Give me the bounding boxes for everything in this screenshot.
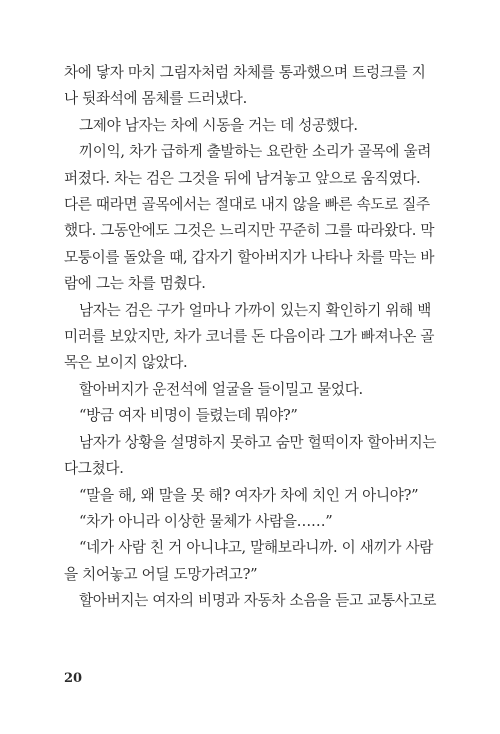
- page-number: 20: [64, 671, 83, 686]
- text-line: 을 치어놓고 어딜 도망가려고?”: [64, 565, 258, 583]
- text-line: “차가 아니라 이상한 물체가 사람을……”: [79, 512, 333, 530]
- text-line: 람에 그는 차를 멈췄다.: [64, 275, 206, 293]
- body-text: [64, 60, 436, 615]
- text-line: 모퉁이를 돌았을 때, 갑자기 할아버지가 나타나 차를 막는 바: [64, 248, 435, 266]
- text-line: 차에 닿자 마치 그림자처럼 차체를 통과했으며 트렁크를 지: [64, 64, 426, 81]
- text-line: 다른 때라면 골목에서는 절대로 내지 않을 빠른 속도로 질주: [64, 196, 430, 214]
- text-line: 미러를 보았지만, 차가 코너를 돈 다음이라 그가 빠져나온 골: [64, 328, 435, 346]
- text-line: “방금 여자 비명이 들렸는데 뭐야?”: [79, 407, 298, 425]
- text-line: 남자가 상황을 설명하지 못하고 숨만 헐떡이자 할아버지는: [79, 433, 437, 451]
- text-line: 남자는 검은 구가 얼마나 가까이 있는지 확인하기 위해 백: [79, 301, 432, 319]
- text-line: “말을 해, 왜 말을 못 해? 여자가 차에 치인 거 아니야?”: [79, 486, 419, 504]
- text-line: 그제야 남자는 차에 시동을 거는 데 성공했다.: [79, 116, 358, 134]
- text-line: 할아버지가 운전석에 얼굴을 들이밀고 물었다.: [79, 380, 363, 398]
- text-line: 끼이익, 차가 급하게 출발하는 요란한 소리가 골목에 울려: [79, 143, 432, 161]
- text-line: 나 뒷좌석에 몸체를 드러냈다.: [64, 90, 247, 108]
- text-line: 했다. 그동안에도 그것은 느리지만 꾸준히 그를 따라왔다. 막: [64, 222, 435, 240]
- text-line: “네가 사람 친 거 아니냐고, 말해보라니까. 이 새끼가 사람: [79, 539, 434, 557]
- text-line: 다그쳤다.: [64, 460, 124, 478]
- text-line: 퍼졌다. 차는 검은 그것을 뒤에 남겨놓고 앞으로 움직였다.: [64, 169, 421, 187]
- text-line: 목은 보이지 않았다.: [64, 354, 188, 372]
- text-line: 할아버지는 여자의 비명과 자동차 소음을 듣고 교통사고로: [79, 592, 437, 610]
